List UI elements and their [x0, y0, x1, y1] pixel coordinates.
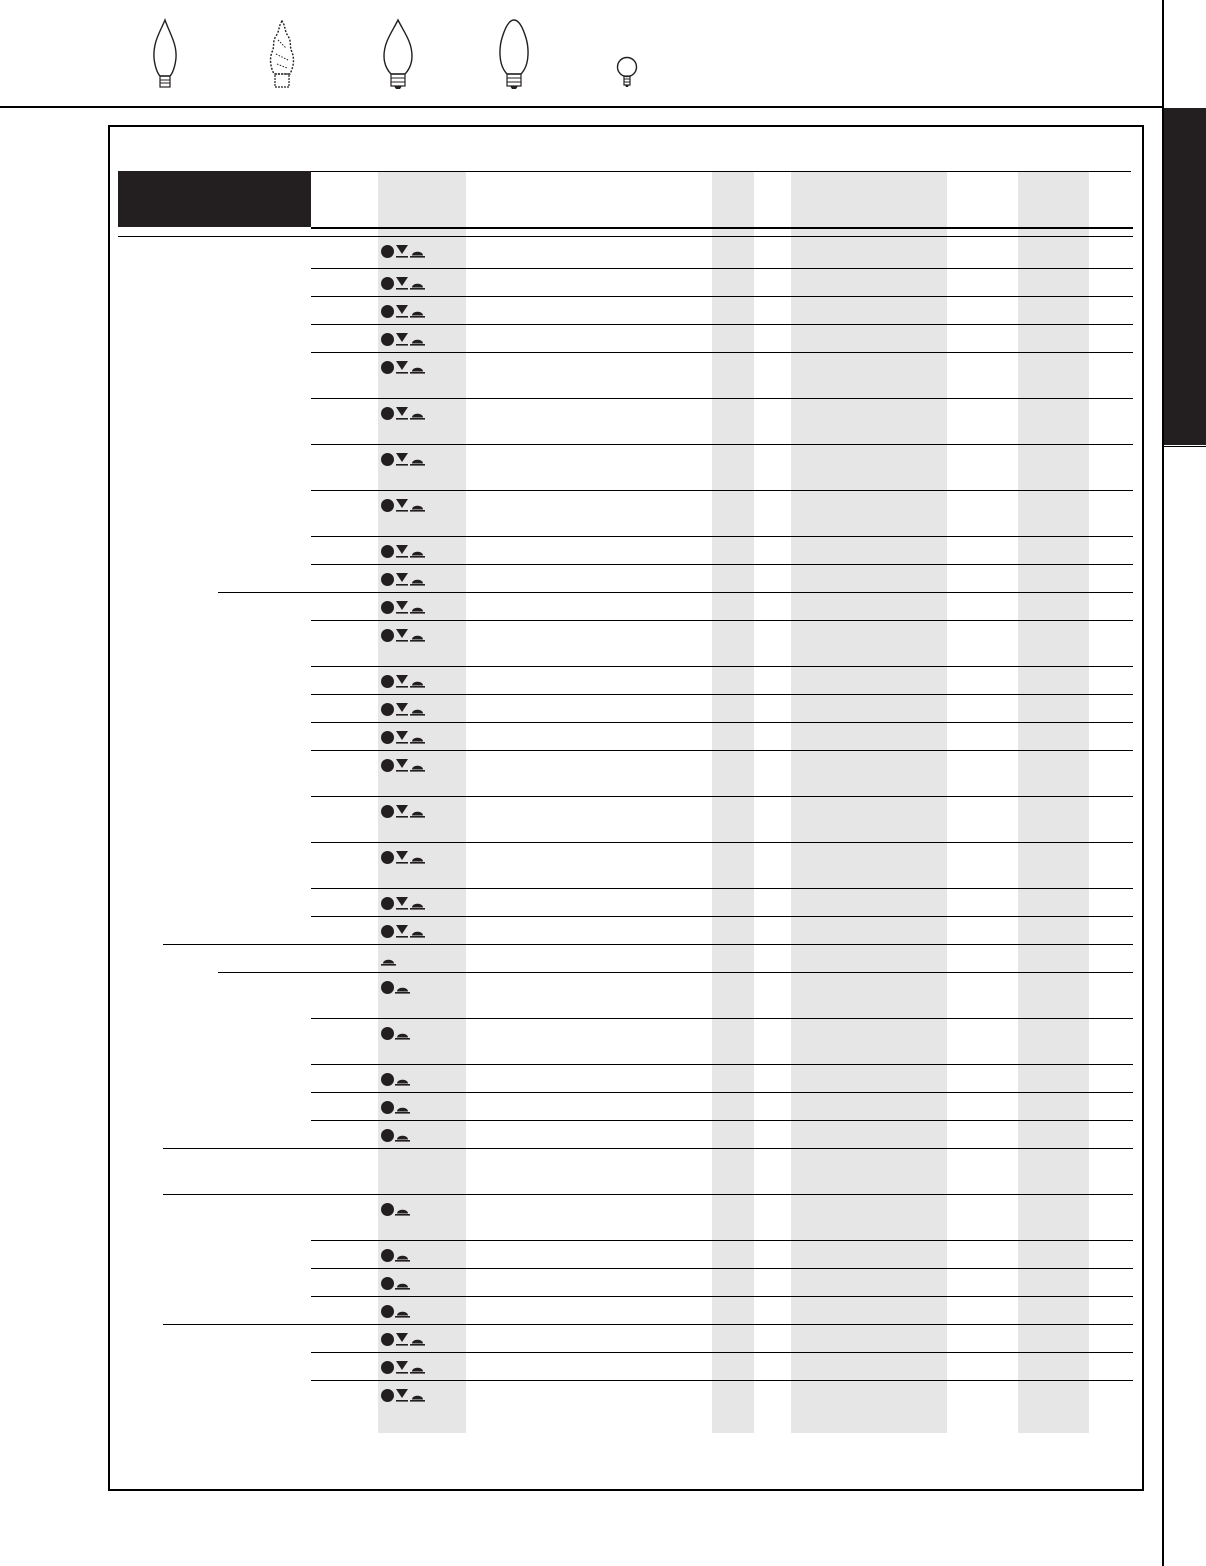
triangle-symbol-icon — [395, 1388, 409, 1402]
table-row-symbols — [381, 924, 425, 938]
triangle-symbol-icon — [395, 924, 409, 938]
table-row-symbols — [381, 804, 425, 818]
row-rule — [311, 916, 1133, 917]
dome-symbol-icon — [410, 411, 425, 420]
table-row-symbols — [381, 1360, 425, 1374]
flame-tip-medium-base-bulb-icon — [380, 18, 416, 90]
circle-symbol-icon — [381, 305, 394, 318]
dome-symbol-icon — [410, 1337, 425, 1346]
row-rule — [311, 722, 1133, 723]
circle-symbol-icon — [381, 1305, 394, 1318]
row-rule — [311, 1064, 1133, 1065]
circle-symbol-icon — [381, 1333, 394, 1346]
dome-symbol-icon — [410, 309, 425, 318]
triangle-symbol-icon — [395, 406, 409, 420]
triangle-symbol-icon — [395, 600, 409, 614]
table-row-symbols — [381, 304, 425, 318]
table-row-symbols — [381, 1100, 410, 1114]
section-tab — [1164, 108, 1206, 445]
row-rule — [311, 1268, 1133, 1269]
row-rule — [218, 592, 1133, 593]
triangle-symbol-icon — [395, 304, 409, 318]
dome-symbol-icon — [410, 457, 425, 466]
triangle-symbol-icon — [395, 244, 409, 258]
circle-symbol-icon — [381, 1389, 394, 1402]
dome-symbol-icon — [395, 1031, 410, 1040]
circle-symbol-icon — [381, 851, 394, 864]
blunt-tip-medium-base-bulb-icon — [496, 18, 532, 90]
circle-symbol-icon — [381, 245, 394, 258]
table-row-symbols — [381, 850, 425, 864]
triangle-symbol-icon — [395, 896, 409, 910]
table-row-symbols — [381, 332, 425, 346]
shaded-column-3 — [791, 171, 947, 1433]
triangle-symbol-icon — [395, 850, 409, 864]
row-rule — [311, 842, 1133, 843]
table-row-symbols — [381, 1248, 410, 1262]
circle-symbol-icon — [381, 629, 394, 642]
table-row-symbols — [381, 406, 425, 420]
shaded-column-2 — [712, 171, 754, 1433]
row-rule — [311, 1352, 1133, 1353]
table-row-symbols — [381, 360, 425, 374]
table-row-symbols — [381, 758, 425, 772]
row-rule — [311, 268, 1133, 269]
triangle-symbol-icon — [395, 730, 409, 744]
circle-symbol-icon — [381, 277, 394, 290]
row-rule — [311, 620, 1133, 621]
table-row-symbols — [381, 1128, 410, 1142]
table-header-block — [118, 171, 311, 227]
row-rule — [163, 944, 1133, 945]
circle-symbol-icon — [381, 1101, 394, 1114]
table-row-symbols — [381, 628, 425, 642]
table-row-symbols — [381, 1388, 425, 1402]
dome-symbol-icon — [410, 679, 425, 688]
triangle-symbol-icon — [395, 360, 409, 374]
table-row-symbols — [381, 452, 425, 466]
row-rule — [311, 750, 1133, 751]
row-rule — [311, 796, 1133, 797]
circle-symbol-icon — [381, 361, 394, 374]
circle-symbol-icon — [381, 897, 394, 910]
row-rule — [311, 324, 1133, 325]
dome-symbol-icon — [410, 633, 425, 642]
row-rule — [311, 564, 1133, 565]
row-rule — [163, 1324, 1133, 1325]
circle-symbol-icon — [381, 805, 394, 818]
circle-symbol-icon — [381, 981, 394, 994]
triangle-symbol-icon — [395, 758, 409, 772]
flame-tip-candelabra-bulb-icon — [150, 18, 180, 90]
dome-symbol-icon — [395, 1133, 410, 1142]
dome-symbol-icon — [410, 549, 425, 558]
row-rule — [118, 236, 1133, 237]
circle-symbol-icon — [381, 925, 394, 938]
flicker-flame-bulb-icon — [266, 18, 298, 90]
row-rule — [311, 1018, 1133, 1019]
dome-symbol-icon — [410, 735, 425, 744]
dome-symbol-icon — [410, 503, 425, 512]
circle-symbol-icon — [381, 499, 394, 512]
table-row-symbols — [381, 498, 425, 512]
dome-symbol-icon — [410, 365, 425, 374]
circle-symbol-icon — [381, 1073, 394, 1086]
row-rule — [311, 1240, 1133, 1241]
triangle-symbol-icon — [395, 276, 409, 290]
dome-symbol-icon — [410, 707, 425, 716]
row-rule — [311, 694, 1133, 695]
triangle-symbol-icon — [395, 1360, 409, 1374]
table-row-symbols — [381, 1202, 410, 1216]
dome-symbol-icon — [410, 337, 425, 346]
table-row-symbols — [381, 1304, 410, 1318]
circle-symbol-icon — [381, 1203, 394, 1216]
row-rule — [311, 444, 1133, 445]
header-bottom-rule — [311, 227, 1133, 229]
circle-symbol-icon — [381, 731, 394, 744]
table-row-symbols — [381, 702, 425, 716]
triangle-symbol-icon — [395, 544, 409, 558]
circle-symbol-icon — [381, 333, 394, 346]
circle-symbol-icon — [381, 407, 394, 420]
row-rule — [311, 1296, 1133, 1297]
circle-symbol-icon — [381, 601, 394, 614]
dome-symbol-icon — [395, 1077, 410, 1086]
triangle-symbol-icon — [395, 628, 409, 642]
circle-symbol-icon — [381, 1129, 394, 1142]
triangle-symbol-icon — [395, 332, 409, 346]
dome-symbol-icon — [410, 901, 425, 910]
table-row-symbols — [381, 896, 425, 910]
row-rule — [311, 1380, 1133, 1381]
circle-symbol-icon — [381, 1249, 394, 1262]
dome-symbol-icon — [410, 605, 425, 614]
dome-symbol-icon — [410, 763, 425, 772]
shaded-column-4 — [1018, 171, 1089, 1433]
section-tab-underline — [1164, 446, 1206, 447]
table-row-symbols — [381, 276, 425, 290]
dome-symbol-icon — [410, 809, 425, 818]
dome-symbol-icon — [410, 577, 425, 586]
table-row-symbols — [381, 980, 410, 994]
triangle-symbol-icon — [395, 572, 409, 586]
table-row-symbols — [381, 952, 396, 966]
table-row-symbols — [381, 600, 425, 614]
triangle-symbol-icon — [395, 498, 409, 512]
dome-symbol-icon — [410, 281, 425, 290]
row-rule — [311, 296, 1133, 297]
row-rule — [163, 1148, 1133, 1149]
table-row-symbols — [381, 1332, 425, 1346]
circle-symbol-icon — [381, 675, 394, 688]
row-rule — [311, 1120, 1133, 1121]
dome-symbol-icon — [395, 1281, 410, 1290]
dome-symbol-icon — [395, 1105, 410, 1114]
dome-symbol-icon — [410, 929, 425, 938]
circle-symbol-icon — [381, 1277, 394, 1290]
circle-symbol-icon — [381, 545, 394, 558]
header-top-rule — [311, 171, 1131, 172]
dome-symbol-icon — [410, 855, 425, 864]
table-frame — [108, 125, 1144, 1491]
dome-symbol-icon — [395, 1309, 410, 1318]
table-row-symbols — [381, 1026, 410, 1040]
circle-symbol-icon — [381, 1027, 394, 1040]
table-row-symbols — [381, 1072, 410, 1086]
row-rule — [311, 536, 1133, 537]
dome-symbol-icon — [410, 1365, 425, 1374]
dome-symbol-icon — [410, 1393, 425, 1402]
table-row-symbols — [381, 730, 425, 744]
table-row-symbols — [381, 674, 425, 688]
triangle-symbol-icon — [395, 1332, 409, 1346]
triangle-symbol-icon — [395, 452, 409, 466]
row-rule — [311, 666, 1133, 667]
row-rule — [311, 398, 1133, 399]
dome-symbol-icon — [381, 957, 396, 966]
table-row-symbols — [381, 572, 425, 586]
triangle-symbol-icon — [395, 804, 409, 818]
row-rule — [311, 1092, 1133, 1093]
row-rule — [218, 972, 1133, 973]
triangle-symbol-icon — [395, 702, 409, 716]
row-rule — [311, 490, 1133, 491]
circle-symbol-icon — [381, 759, 394, 772]
dome-symbol-icon — [395, 985, 410, 994]
circle-symbol-icon — [381, 1361, 394, 1374]
dome-symbol-icon — [395, 1253, 410, 1262]
row-rule — [163, 1194, 1133, 1195]
table-row-symbols — [381, 244, 425, 258]
circle-symbol-icon — [381, 453, 394, 466]
table-row-symbols — [381, 544, 425, 558]
triangle-symbol-icon — [395, 674, 409, 688]
dome-symbol-icon — [410, 249, 425, 258]
table-row-symbols — [381, 1276, 410, 1290]
row-rule — [311, 888, 1133, 889]
circle-symbol-icon — [381, 573, 394, 586]
row-rule — [311, 352, 1133, 353]
circle-symbol-icon — [381, 703, 394, 716]
header-rule — [0, 106, 1164, 108]
dome-symbol-icon — [395, 1207, 410, 1216]
globe-bulb-icon — [614, 56, 640, 90]
